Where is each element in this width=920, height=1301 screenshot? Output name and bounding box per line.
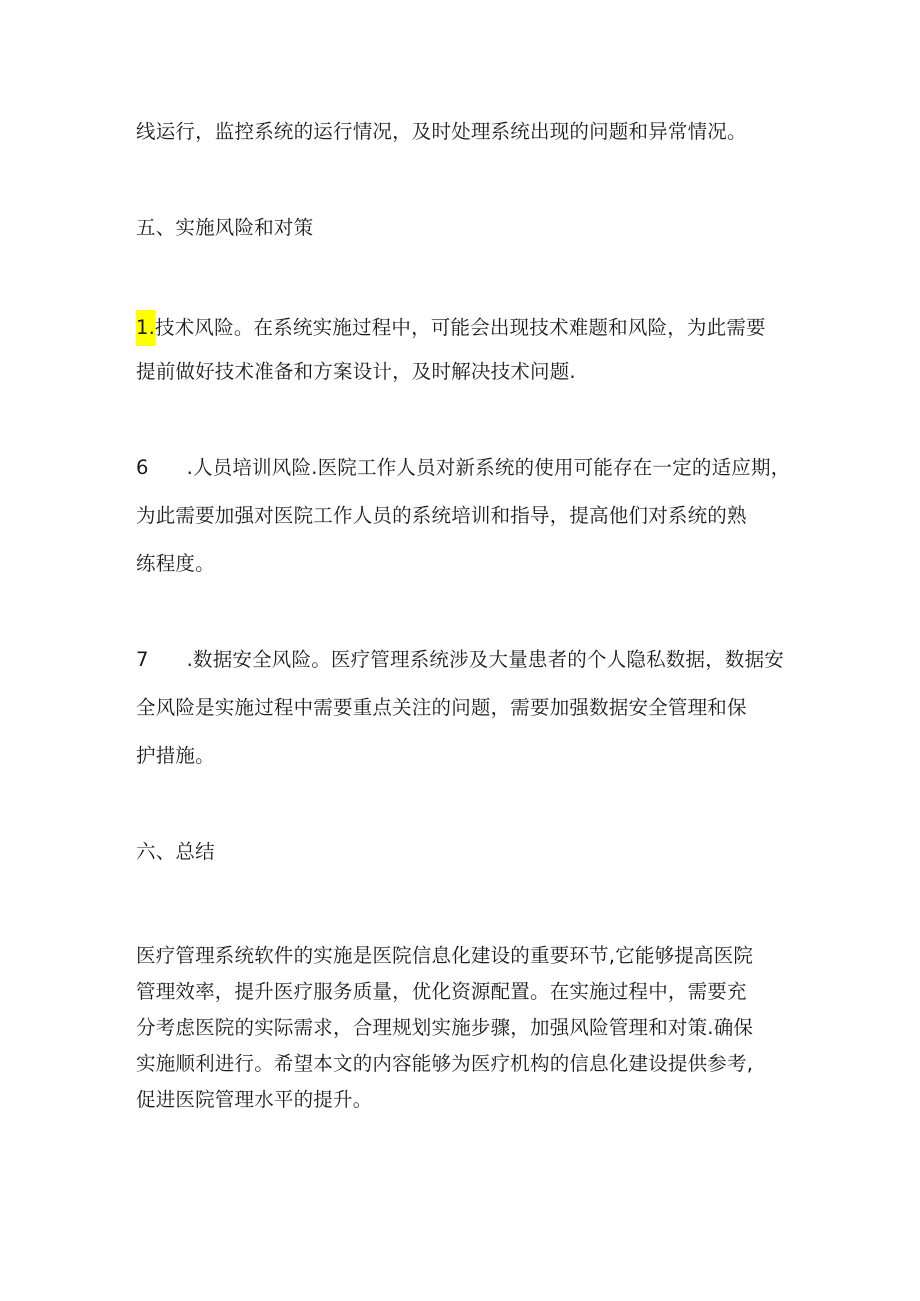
section-5-heading: 五、实施风险和对策 <box>136 216 314 239</box>
risk-item-7-text: .数据安全风险。医疗管理系统涉及大量患者的个人隐私数据，数据安 <box>186 648 785 671</box>
risk-item-6-number: 6 <box>136 456 149 479</box>
risk-item-1-line-2: 提前做好技术准备和方案设计，及时解决技术问题. <box>136 360 576 383</box>
risk-item-6-text: .人员培训风险.医院工作人员对新系统的使用可能存在一定的适应期， <box>186 456 791 479</box>
risk-item-1-number: 1. <box>136 310 155 346</box>
summary-line-1: 医疗管理系统软件的实施是医院信息化建设的重要环节,它能够提高医院 <box>136 944 754 967</box>
risk-item-7-line-3: 护措施。 <box>136 744 215 767</box>
risk-item-6-line-1 <box>136 454 790 482</box>
risk-item-6-line-3: 练程度。 <box>136 552 215 575</box>
risk-item-7-line-1 <box>136 646 784 674</box>
summary-line-3: 分考虑医院的实际需求，合理规划实施步骤，加强风险管理和对策.确保 <box>136 1016 754 1039</box>
intro-line: 线运行，监控系统的运行情况，及时处理系统出现的问题和异常情况。 <box>136 120 747 143</box>
risk-item-1-text: 技术风险。在系统实施过程中，可能会出现技术难题和风险，为此需要 <box>155 316 766 339</box>
summary-line-2: 管理效率，提升医疗服务质量，优化资源配置。在实施过程中，需要充 <box>136 980 747 1003</box>
risk-item-7-number: 7 <box>136 648 149 671</box>
summary-line-4: 实施顺利进行。希望本文的内容能够为医疗机构的信息化建设提供参考, <box>136 1052 754 1075</box>
risk-item-1-line-1 <box>136 310 766 346</box>
risk-item-6-line-2: 为此需要加强对医院工作人员的系统培训和指导，提高他们对系统的熟 <box>136 504 747 527</box>
section-6-heading: 六、总结 <box>136 840 215 863</box>
summary-line-5: 促进医院管理水平的提升。 <box>136 1088 373 1111</box>
risk-item-7-line-2: 全风险是实施过程中需要重点关注的问题，需要加强数据安全管理和保 <box>136 696 747 719</box>
